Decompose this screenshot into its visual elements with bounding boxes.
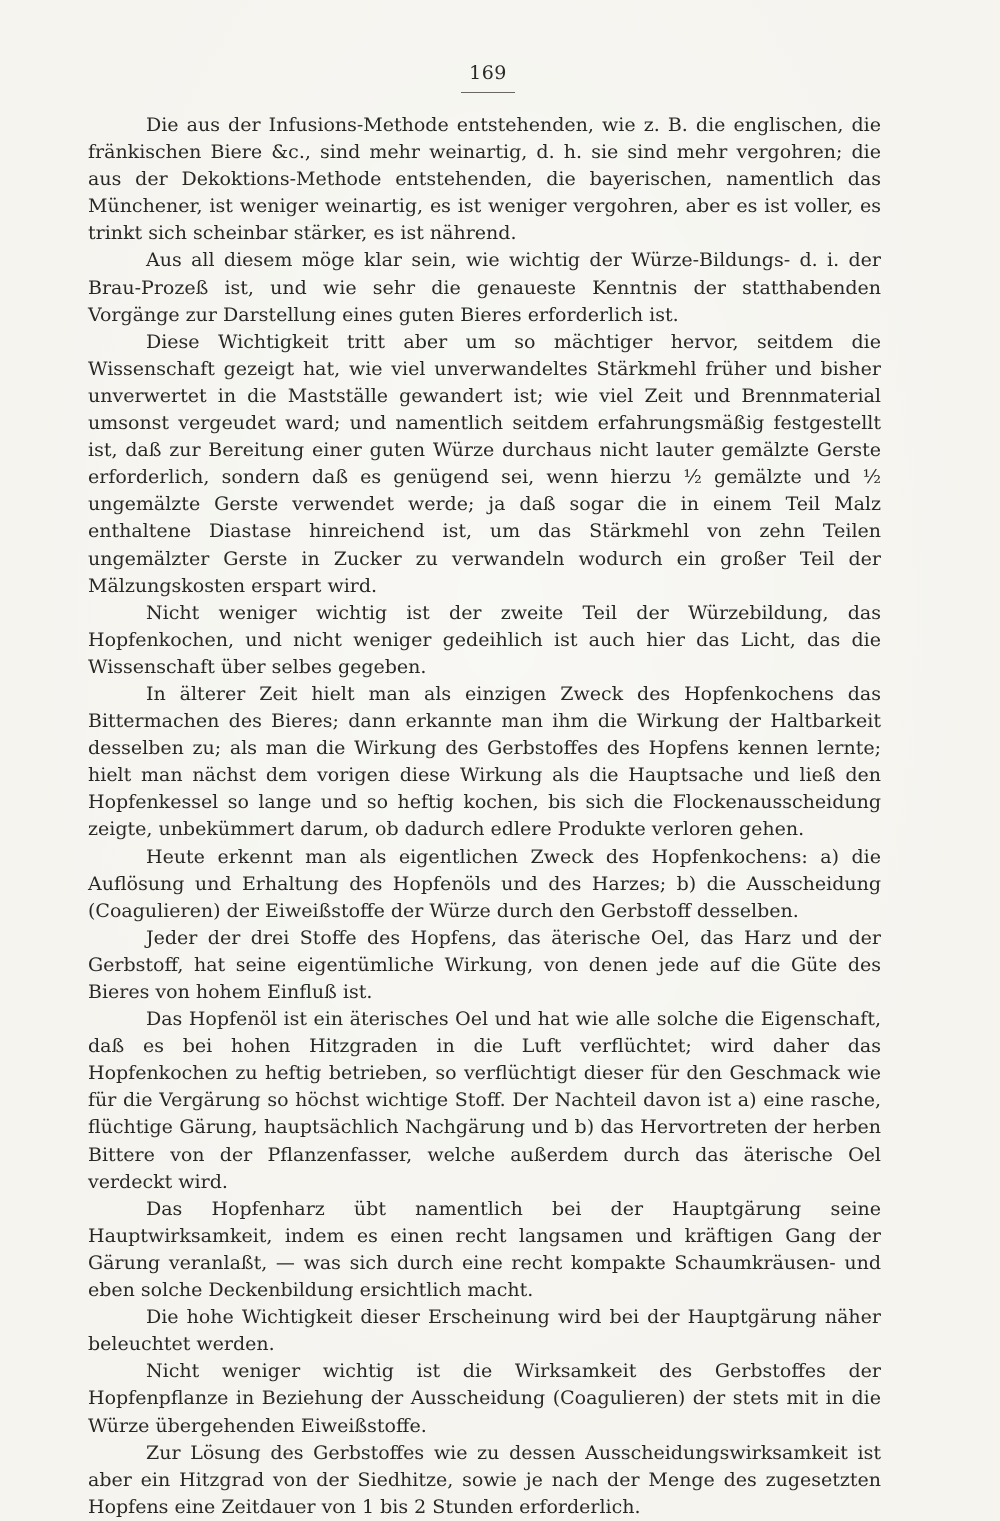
paragraph: Nicht weniger wichtig ist der zweite Teil der Würzebildung, das Hopfenkochen, und nicht weniger gedeihlich ist auch hier das Licht, das die Wissenschaft über selbes gegeben. (88, 601, 881, 678)
paragraph: Jeder der drei Stoffe des Hopfens, das äterische Oel, das Harz und der Gerbstoff, hat seine eigentümliche Wirkung, von denen jede auf die Güte des Bieres von hohem Einfluß ist. (88, 926, 881, 1003)
paragraph: Heute erkennt man als eigentlichen Zweck des Hopfenkochens: a) die Auflösung und Erhaltung des Hopfenöls und des Harzes; b) die Ausscheidung (Coagulieren) der Eiweißstoffe der Würze durch den Gerbstoff desselben. (88, 845, 881, 922)
paragraph: Diese Wichtigkeit tritt aber um so mächtiger hervor, seitdem die Wissenschaft gezeigt hat, wie viel unverwandeltes Stärkmehl früher und bisher unverwertet in die Mastställe gewandert ist; wie viel Zeit und Brennmaterial umsonst vergeudet ward; und namentlich seitdem erfahrungsmäßig festgestellt ist, daß zur Bereitung einer guten Würze durchaus nicht lauter gemälzte Gerste erforderlich, sondern daß es genügend sei, wenn hierzu ½ gemälzte und ½ ungemälzte Gerste verwendet werde; ja daß sogar die in einem Teil Malz enthaltene Diastase hinreichend ist, um das Stärkmehl von zehn Teilen ungemälzter Gerste in Zucker zu verwandeln wodurch ein großer Teil der Mälzungskosten erspart wird. (88, 330, 881, 597)
paragraph: Nicht weniger wichtig ist die Wirksamkeit des Gerbstoffes der Hopfenpflanze in Beziehung der Ausscheidung (Coagulieren) der stets mit in die Würze übergehenden Eiweißstoffe. (88, 1360, 881, 1437)
paragraph: Zur Lösung des Gerbstoffes wie zu dessen Ausscheidungswirksamkeit ist aber ein Hitzgrad von der Siedhitze, sowie je nach der Menge des zugesetzten Hopfens eine Zeitdauer von 1 bis 2 Stunden erforderlich. (88, 1441, 881, 1518)
paragraph: Das Hopfenharz übt namentlich bei der Hauptgärung seine Hauptwirksamkeit, indem es einen recht langsamen und kräftigen Gang der Gärung veranlaßt, — was sich durch eine recht kompakte Schaumkräusen- und eben solche Deckenbildung ersichtlich macht. (88, 1197, 881, 1302)
page-number-rule (461, 92, 515, 93)
paragraph: Das Hopfenöl ist ein äterisches Oel und hat wie alle solche die Eigenschaft, daß es bei hohen Hitzgraden in die Luft verflüchtet; wird daher das Hopfenkochen zu heftig betrieben, so verflüchtigt dieser für den Geschmack wie für die Vergärung so höchst wichtige Stoff. Der Nachteil davon ist a) eine rasche, flüchtige Gärung, hauptsächlich Nachgärung und b) das Hervortreten der herben Bittere von der Pflanzenfasser, welche außerdem durch das äterische Oel verdeckt wird. (88, 1008, 881, 1193)
page-number: 169 (469, 62, 507, 84)
paragraph: Die hohe Wichtigkeit dieser Erscheinung wird bei der Hauptgärung näher beleuchtet werden. (88, 1306, 881, 1356)
body-text (88, 112, 881, 1521)
paragraph: Die aus der Infusions-Methode entstehenden, wie z. B. die englischen, die fränkischen Biere &c., sind mehr weinartig, d. h. sie sind mehr vergohren; die aus der Dekoktions-Methode entstehenden, die bayerischen, namentlich das Münchener, ist weniger weinartig, es ist weniger vergohren, aber es ist voller, es trinkt sich scheinbar stärker, es ist nährend. (88, 114, 881, 245)
paragraph: Aus all diesem möge klar sein, wie wichtig der Würze-Bildungs- d. i. der Brau-Prozeß ist, und wie sehr die genaueste Kenntnis der statthabenden Vorgänge zur Darstellung eines guten Bieres erforderlich ist. (88, 249, 881, 326)
paragraph: In älterer Zeit hielt man als einzigen Zweck des Hopfenkochens das Bittermachen des Bieres; dann erkannte man ihm die Wirkung der Haltbarkeit desselben zu; als man die Wirkung des Gerbstoffes des Hopfens kennen lernte; hielt man nächst dem vorigen diese Wirkung als die Hauptsache und ließ den Hopfenkessel so lange und so heftig kochen, bis sich die Flockenausscheidung zeigte, unbekümmert darum, ob dadurch edlere Produkte verloren gehen. (88, 682, 881, 841)
